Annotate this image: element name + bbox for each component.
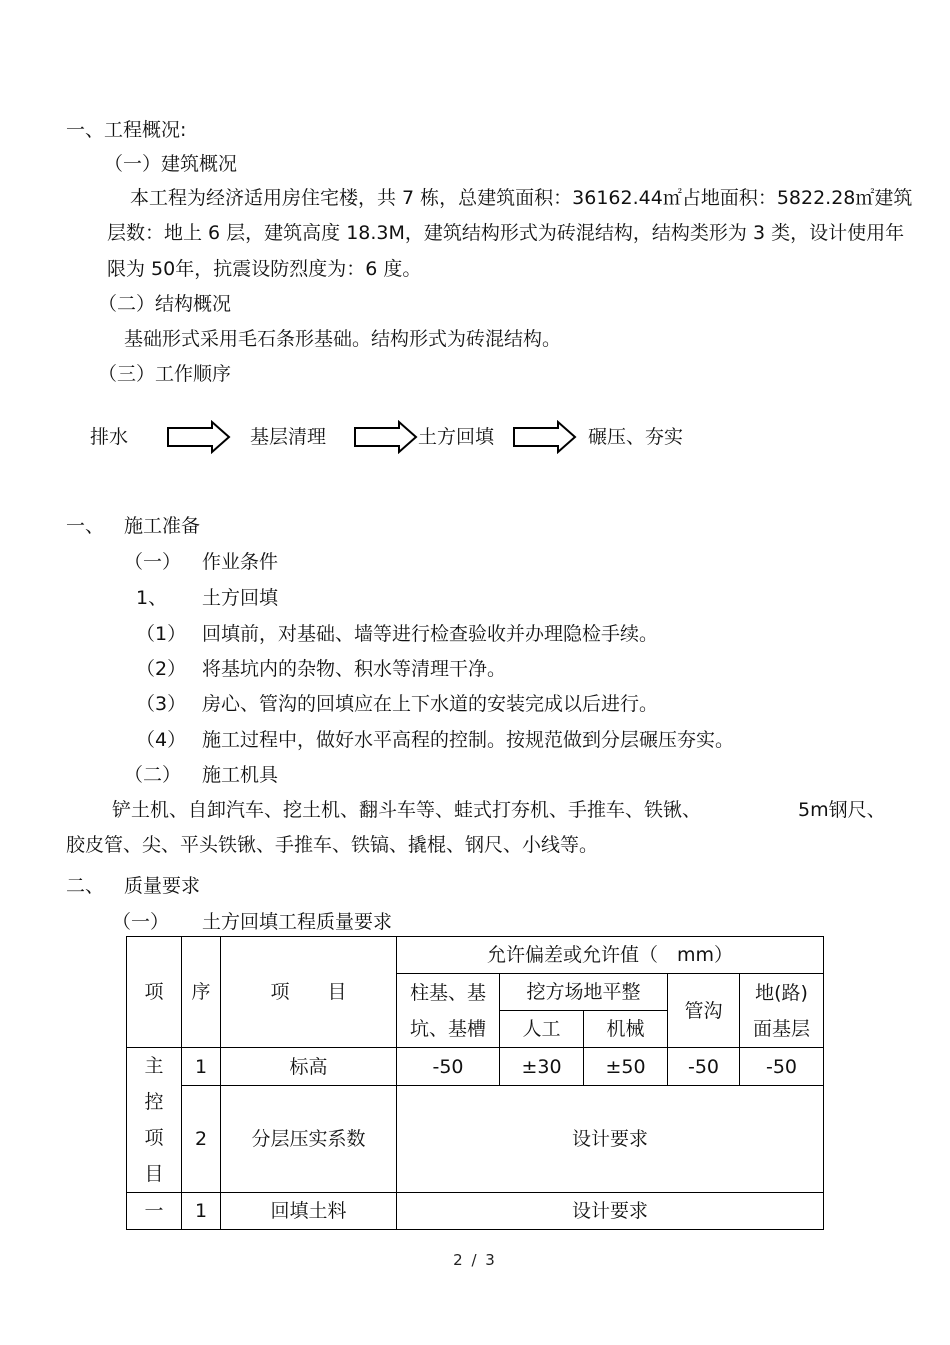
header-tolerance-group: 允许偏差或允许值（ mm） [397,937,824,974]
flow-step-3: 土方回填 [418,426,495,448]
tools-text-line-1-end: 5m钢尺、 [798,799,886,821]
flow-arrow-icon [166,420,232,454]
header-manual: 人工 [500,1011,584,1048]
header-project: 项 目 [221,937,397,1048]
header-foundation-line-2: 坑、基槽 [409,1017,486,1040]
building-text-line-1: 本工程为经济适用房住宅楼，共 7 栋，总建筑面积：36162.44㎡占地面积：5822.28㎡建筑 [130,187,913,209]
section-number-prep: 一、 [66,515,105,537]
subheading-number-tools: （二） [124,764,182,786]
flow-step-1: 排水 [90,426,129,448]
section-heading-overview: 一、工程概况: [66,119,187,141]
tools-text-line-1: 铲土机、自卸汽车、挖土机、翻斗车等、蛙式打夯机、手推车、铁锹、 [112,799,702,821]
group-general: 一 [127,1193,182,1230]
flow-step-2: 基层清理 [250,426,327,448]
row-seq: 1 [182,1048,221,1086]
structure-text: 基础形式采用毛石条形基础。结构形式为砖混结构。 [124,328,562,350]
header-road-line-2: 面基层 [752,1017,810,1040]
group-main-control [127,1048,182,1193]
row-value-merged: 设计要求 [397,1193,824,1230]
group-main-char: 主 [144,1055,164,1077]
page-number: 2 / 3 [453,1251,497,1269]
group-main-char: 控 [144,1091,164,1113]
row-value-merged: 设计要求 [397,1086,824,1193]
condition-text: 回填前，对基础、墙等进行检查验收并办理隐检手续。 [202,623,659,645]
condition-number: （4） [136,729,187,751]
quality-table [126,936,824,1230]
work-order-flow [0,420,950,454]
subheading-structure: （二）结构概况 [98,293,232,315]
row-value: -50 [668,1048,740,1086]
row-value: ±30 [500,1048,584,1086]
row-value: -50 [397,1048,500,1086]
header-foundation-line-1: 柱基、基 [409,981,486,1004]
flow-step-4: 碾压、夯实 [588,426,684,448]
header-trench: 管沟 [668,974,740,1048]
subheading-number-conditions: （一） [124,551,182,573]
header-seq: 序 [182,937,221,1048]
section-heading-prep: 施工准备 [124,515,201,537]
row-value: -50 [740,1048,824,1086]
subheading-building: （一）建筑概况 [104,153,238,175]
row-seq: 2 [182,1086,221,1193]
item-backfill: 土方回填 [202,587,279,609]
header-road-line-1: 地(路) [755,981,808,1004]
row-name: 分层压实系数 [221,1086,397,1193]
condition-text: 施工过程中，做好水平高程的控制。按规范做到分层碾压夯实。 [202,729,735,751]
building-text-line-2: 层数：地上 6 层，建筑高度 18.3M，建筑结构形式为砖混结构，结构类形为 3 类，设计使用年 [107,222,905,244]
header-road-base [740,974,824,1048]
subheading-conditions: 作业条件 [202,551,279,573]
item-number-backfill: 1、 [136,587,168,609]
group-main-char: 目 [144,1163,164,1185]
condition-number: （1） [136,623,187,645]
section-heading-quality: 质量要求 [124,875,201,897]
condition-text: 将基坑内的杂物、积水等清理干净。 [202,658,507,680]
header-machine: 机械 [584,1011,668,1048]
row-value: ±50 [584,1048,668,1086]
header-column-foundation [397,974,500,1048]
header-site-leveling: 挖方场地平整 [500,974,668,1011]
subheading-work-order: （三）工作顺序 [98,363,232,385]
flow-arrow-icon [353,420,419,454]
subheading-number-quality: （一） [112,911,170,933]
row-name: 标高 [221,1048,397,1086]
subheading-tools: 施工机具 [202,764,279,786]
row-name: 回填土料 [221,1193,397,1230]
building-text-line-3: 限为 50年，抗震设防烈度为：6 度。 [107,258,422,280]
section-number-quality: 二、 [66,875,105,897]
condition-number: （2） [136,658,187,680]
flow-arrow-icon [512,420,578,454]
tools-text-line-2: 胶皮管、尖、平头铁锹、手推车、铁镐、撬棍、钢尺、小线等。 [66,834,599,856]
header-item: 项 [127,937,182,1048]
group-main-char: 项 [144,1127,164,1149]
condition-number: （3） [136,693,187,715]
subheading-quality: 土方回填工程质量要求 [202,911,393,933]
condition-text: 房心、管沟的回填应在上下水道的安装完成以后进行。 [202,693,659,715]
row-seq: 1 [182,1193,221,1230]
